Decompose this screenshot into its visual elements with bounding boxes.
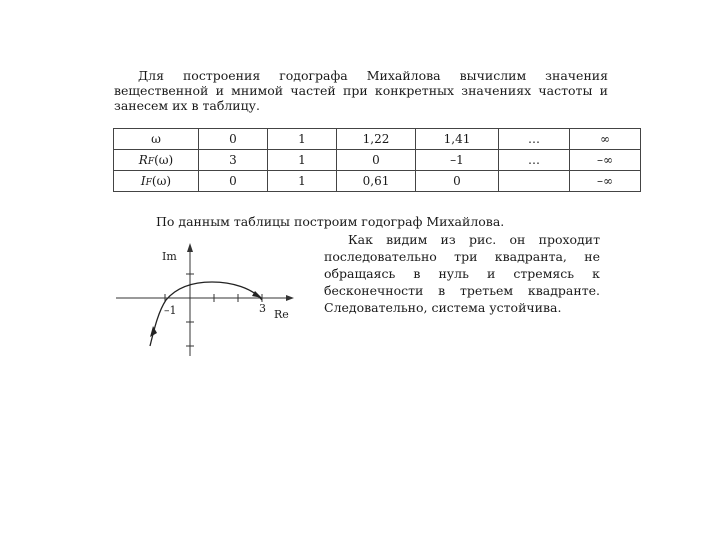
real-symbol: R xyxy=(138,153,148,167)
im-label: Im xyxy=(162,250,177,263)
row-label-imag xyxy=(114,171,199,192)
three-label: 3 xyxy=(259,302,266,315)
row-label-real xyxy=(114,150,199,171)
table-cell: … xyxy=(499,129,570,150)
table-cell: 0 xyxy=(337,150,416,171)
table-cell: 1,22 xyxy=(337,129,416,150)
curve-direction-arrow xyxy=(150,326,157,337)
table-cell: –∞ xyxy=(570,150,641,171)
values-table xyxy=(113,128,641,192)
table-cell: 0 xyxy=(199,171,268,192)
table-cell: … xyxy=(499,150,570,171)
table-cell: 1 xyxy=(268,150,337,171)
im-axis-arrow xyxy=(187,243,193,252)
table-cell: –∞ xyxy=(570,171,641,192)
row-label-omega: ω xyxy=(114,129,199,150)
plot-intro-paragraph: По данным таблицы построим годограф Михайлова. xyxy=(156,214,505,229)
table-cell: –1 xyxy=(416,150,499,171)
table-row-omega xyxy=(114,129,641,150)
table-cell: 0,61 xyxy=(337,171,416,192)
table-cell: ∞ xyxy=(570,129,641,150)
table-cell: 0 xyxy=(416,171,499,192)
table-cell: 1,41 xyxy=(416,129,499,150)
table-cell: 0 xyxy=(199,129,268,150)
re-axis-arrow xyxy=(286,295,294,301)
imag-argument: (ω) xyxy=(151,174,172,188)
minus-one-label: –1 xyxy=(164,304,177,317)
imag-symbol: I xyxy=(140,174,146,188)
re-label: Re xyxy=(274,308,289,321)
intro-paragraph: Для построения годографа Михайлова вычислим значения вещественной и мнимой частей при конкретных значениях частоты и занесем их в таблицу. xyxy=(114,68,608,113)
table-row-real xyxy=(114,150,641,171)
real-argument: (ω) xyxy=(154,153,174,167)
table-cell xyxy=(499,171,570,192)
real-subscript: F xyxy=(147,157,155,167)
table-cell: 1 xyxy=(268,129,337,150)
imag-subscript: F xyxy=(145,178,152,188)
table-cell: 3 xyxy=(199,150,268,171)
table-row-imag xyxy=(114,171,641,192)
mikhailov-hodograph-figure xyxy=(112,238,302,360)
table-cell: 1 xyxy=(268,171,337,192)
conclusion-paragraph: Как видим из рис. он проходит последовательно три квадранта, не обращаясь в нуль и стремясь к бесконечности в третьем квадранте. Следовательно, система устойчива. xyxy=(324,232,600,315)
